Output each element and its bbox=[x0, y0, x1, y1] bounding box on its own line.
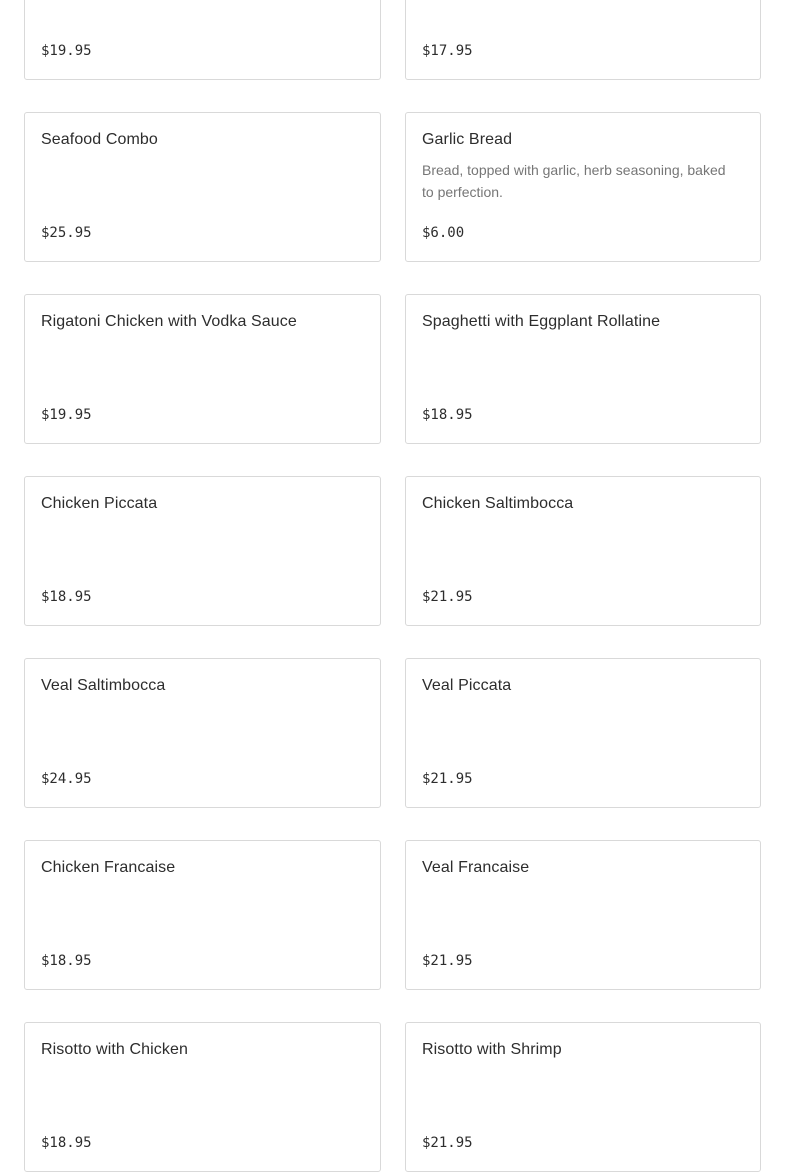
menu-item-name: Garlic Bread bbox=[422, 131, 513, 148]
menu-item-price: $21.95 bbox=[422, 771, 473, 787]
menu-item-card[interactable] bbox=[405, 294, 761, 444]
menu-item-card[interactable] bbox=[405, 658, 761, 808]
menu-item-price: $18.95 bbox=[41, 589, 92, 605]
menu-item-price: $18.95 bbox=[41, 953, 92, 969]
menu-item-card[interactable] bbox=[24, 0, 381, 80]
menu-item-price: $17.95 bbox=[422, 43, 473, 59]
menu-item-name: Chicken Francaise bbox=[41, 859, 176, 876]
menu-item-name: Seafood Combo bbox=[41, 131, 158, 148]
menu-item-price: $24.95 bbox=[41, 771, 92, 787]
menu-item-price: $25.95 bbox=[41, 225, 92, 241]
menu-item-price: $21.95 bbox=[422, 1135, 473, 1151]
menu-item-name: Veal Francaise bbox=[422, 859, 530, 876]
menu-item-card[interactable] bbox=[24, 840, 381, 990]
menu-item-card[interactable] bbox=[24, 476, 381, 626]
menu-item-name: Veal Piccata bbox=[422, 677, 512, 694]
menu-item-card[interactable] bbox=[405, 1022, 761, 1172]
menu-item-card[interactable] bbox=[405, 840, 761, 990]
menu-item-price: $21.95 bbox=[422, 589, 473, 605]
menu-item-card[interactable] bbox=[405, 476, 761, 626]
menu-item-card[interactable] bbox=[24, 294, 381, 444]
menu-item-price: $19.95 bbox=[41, 407, 92, 423]
menu-items-grid bbox=[24, 0, 761, 1172]
menu-item-name: Veal Saltimbocca bbox=[41, 677, 166, 694]
menu-item-card[interactable] bbox=[405, 112, 761, 262]
menu-item-price: $18.95 bbox=[422, 407, 473, 423]
menu-item-card[interactable] bbox=[24, 658, 381, 808]
menu-item-price: $18.95 bbox=[41, 1135, 92, 1151]
menu-item-card[interactable] bbox=[405, 0, 761, 80]
menu-item-name: Chicken Saltimbocca bbox=[422, 495, 574, 512]
menu-item-price: $21.95 bbox=[422, 953, 473, 969]
menu-item-card[interactable] bbox=[24, 1022, 381, 1172]
menu-item-card[interactable] bbox=[24, 112, 381, 262]
menu-item-name: Risotto with Chicken bbox=[41, 1041, 188, 1058]
menu-item-price: $6.00 bbox=[422, 225, 465, 241]
menu-item-description: Bread, topped with garlic, herb seasoning, baked to perfection. bbox=[422, 162, 726, 200]
menu-item-price: $19.95 bbox=[41, 43, 92, 59]
menu-item-name: Risotto with Shrimp bbox=[422, 1041, 562, 1058]
menu-item-name: Rigatoni Chicken with Vodka Sauce bbox=[41, 313, 297, 330]
menu-item-name: Spaghetti with Eggplant Rollatine bbox=[422, 313, 661, 330]
menu-item-name: Chicken Piccata bbox=[41, 495, 158, 512]
